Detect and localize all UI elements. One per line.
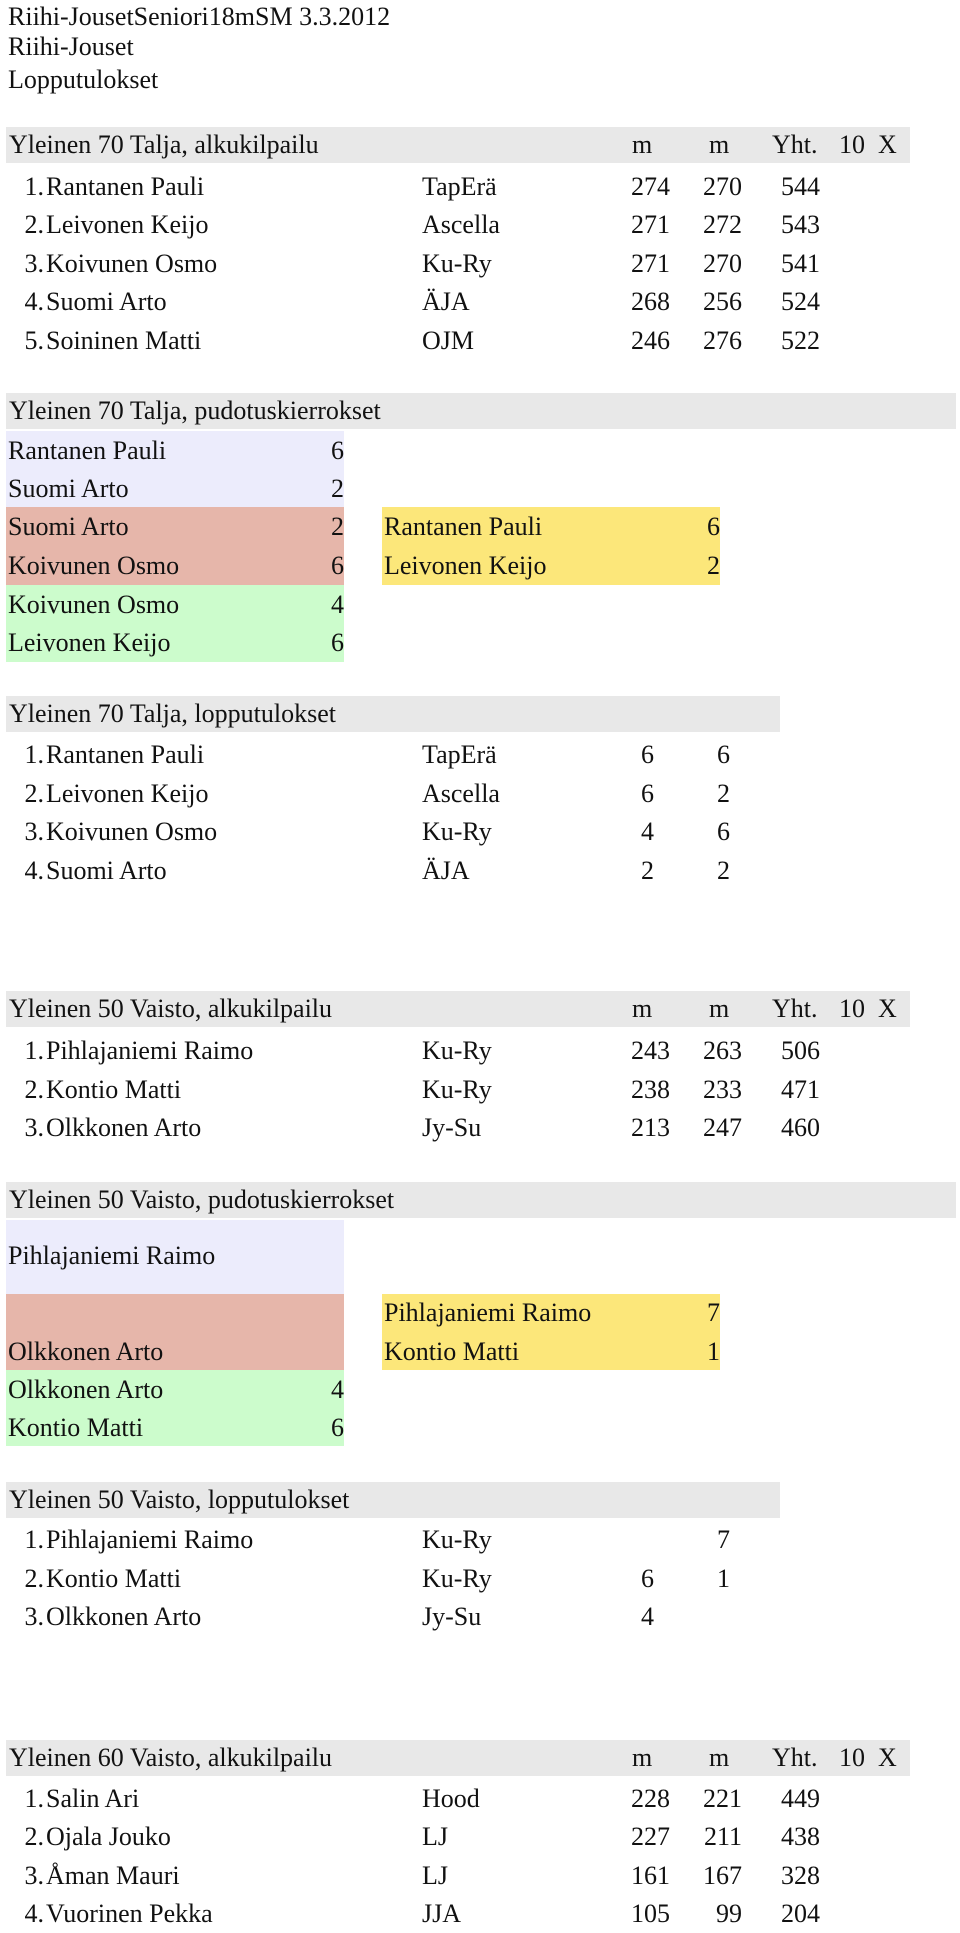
club-cell: Hood xyxy=(422,1784,480,1813)
section-header-vaisto50-elim xyxy=(6,1182,956,1218)
club-cell: LJ xyxy=(422,1822,448,1852)
rank-cell: 1. xyxy=(24,1784,44,1813)
table-row xyxy=(0,1895,960,1933)
athlete-name: Suomi Arto xyxy=(8,512,129,541)
final-score-cell: 2 xyxy=(717,855,730,885)
section-title: Yleinen 70 Talja, lopputulokset xyxy=(9,699,336,728)
match-score: 6 xyxy=(707,512,720,541)
table-row xyxy=(0,168,960,206)
club-cell: Ascella xyxy=(422,778,500,808)
section-header-vaisto60-qual xyxy=(6,1740,910,1776)
club-cell: LJ xyxy=(422,1860,448,1890)
round2-cell: 99 xyxy=(716,1899,742,1929)
rank-cell: 2. xyxy=(24,1822,44,1852)
semi-score-cell: 4 xyxy=(641,1602,654,1631)
athlete-name: Leivonen Keijo xyxy=(8,628,171,657)
round2-cell: 211 xyxy=(703,1822,742,1852)
col-m2: m xyxy=(709,994,730,1023)
round2-cell: 276 xyxy=(703,325,742,355)
table-row xyxy=(0,1598,960,1636)
athlete-name: Kontio Matti xyxy=(384,1337,520,1366)
col-total: Yht. xyxy=(772,994,818,1023)
round2-cell: 256 xyxy=(703,287,742,317)
total-cell: 522 xyxy=(781,325,820,355)
round2-cell: 272 xyxy=(703,210,742,240)
rank-cell: 3. xyxy=(24,817,44,846)
rank-cell: 2. xyxy=(24,1563,44,1593)
col-x: X xyxy=(878,130,897,159)
table-row xyxy=(0,1032,960,1070)
bracket-entry xyxy=(0,1237,960,1275)
round2-cell: 270 xyxy=(703,248,742,278)
semi-score-cell: 6 xyxy=(641,778,654,808)
round1-cell: 161 xyxy=(631,1860,670,1890)
total-cell: 438 xyxy=(781,1822,820,1852)
rank-cell: 2. xyxy=(24,778,44,808)
final-score-cell: 2 xyxy=(717,778,730,808)
rank-cell: 5. xyxy=(24,325,44,355)
club-cell: OJM xyxy=(422,325,475,355)
col-m1: m xyxy=(632,1743,653,1772)
semi-score-cell: 2 xyxy=(641,855,654,885)
round2-cell: 221 xyxy=(703,1784,742,1813)
table-row xyxy=(0,1521,960,1559)
bracket-entry xyxy=(0,1333,960,1371)
name-cell: Kontio Matti xyxy=(46,1074,182,1104)
round2-cell: 167 xyxy=(703,1860,742,1890)
match-score: 2 xyxy=(331,512,344,541)
name-cell: Koivunen Osmo xyxy=(46,817,218,846)
club-cell: Ku-Ry xyxy=(422,1525,492,1554)
section-header-talja70-final xyxy=(6,696,780,732)
club-cell: TapErä xyxy=(422,740,497,769)
col-x: X xyxy=(878,994,897,1023)
name-cell: Vuorinen Pekka xyxy=(46,1899,213,1929)
results-heading: Lopputulokset xyxy=(8,65,159,94)
table-row xyxy=(0,852,960,890)
total-cell: 328 xyxy=(781,1860,820,1890)
final-score-cell: 6 xyxy=(717,817,730,846)
table-row xyxy=(0,283,960,321)
athlete-name: Olkkonen Arto xyxy=(8,1375,164,1404)
col-tens: 10 xyxy=(839,130,865,159)
club-cell: Jy-Su xyxy=(422,1602,482,1631)
match-score: 6 xyxy=(331,1413,344,1442)
col-tens: 10 xyxy=(839,1743,865,1772)
section-title: Yleinen 50 Vaisto, alkukilpailu xyxy=(9,994,333,1023)
name-cell: Leivonen Keijo xyxy=(46,778,209,808)
match-score: 6 xyxy=(331,628,344,657)
rank-cell: 2. xyxy=(24,1074,44,1104)
round2-cell: 233 xyxy=(703,1074,742,1104)
club-cell: TapErä xyxy=(422,172,497,201)
col-total: Yht. xyxy=(772,1743,818,1772)
rank-cell: 1. xyxy=(24,1036,44,1065)
athlete-name: Koivunen Osmo xyxy=(8,590,180,619)
final-score-cell: 6 xyxy=(717,740,730,769)
name-cell: Pihlajaniemi Raimo xyxy=(46,1036,254,1065)
round1-cell: 274 xyxy=(631,172,670,201)
rank-cell: 2. xyxy=(24,210,44,240)
name-cell: Suomi Arto xyxy=(46,855,167,885)
section-title: Yleinen 60 Vaisto, alkukilpailu xyxy=(9,1743,333,1772)
match-score: 7 xyxy=(707,1298,720,1327)
total-cell: 506 xyxy=(781,1036,820,1065)
table-row xyxy=(0,1818,960,1856)
round1-cell: 238 xyxy=(631,1074,670,1104)
col-m2: m xyxy=(709,1743,730,1772)
semi-score-cell: 6 xyxy=(641,740,654,769)
rank-cell: 1. xyxy=(24,172,44,201)
section-header-vaisto50-final xyxy=(6,1482,780,1518)
match-score: 1 xyxy=(707,1337,720,1366)
rank-cell: 3. xyxy=(24,1860,44,1890)
total-cell: 449 xyxy=(781,1784,820,1813)
bracket-entry xyxy=(0,470,960,508)
section-title: Yleinen 50 Vaisto, pudotuskierrokset xyxy=(9,1185,395,1214)
rank-cell: 4. xyxy=(24,855,44,885)
col-total: Yht. xyxy=(772,130,818,159)
rank-cell: 1. xyxy=(24,1525,44,1554)
name-cell: Rantanen Pauli xyxy=(46,172,205,201)
bracket-entry xyxy=(0,1371,960,1409)
col-m2: m xyxy=(709,130,730,159)
section-header-vaisto50-qual xyxy=(6,991,910,1027)
total-cell: 544 xyxy=(781,172,820,201)
athlete-name: Pihlajaniemi Raimo xyxy=(8,1241,216,1270)
total-cell: 460 xyxy=(781,1113,820,1142)
table-row xyxy=(0,1071,960,1109)
club-cell: JJA xyxy=(422,1899,462,1929)
rank-cell: 3. xyxy=(24,1602,44,1631)
match-score: 2 xyxy=(707,551,720,580)
table-row xyxy=(0,322,960,360)
table-row xyxy=(0,775,960,813)
document-title: Riihi-JousetSeniori18mSM 3.3.2012 xyxy=(8,2,391,31)
table-row xyxy=(0,736,960,774)
rank-cell: 3. xyxy=(24,248,44,278)
table-row xyxy=(0,1780,960,1818)
name-cell: Suomi Arto xyxy=(46,287,167,317)
final-score-cell: 7 xyxy=(717,1525,730,1554)
organizer: Riihi-Jouset xyxy=(8,32,134,61)
section-header-talja70-elim xyxy=(6,393,956,429)
round2-cell: 263 xyxy=(703,1036,742,1065)
athlete-name: Pihlajaniemi Raimo xyxy=(384,1298,592,1327)
match-score: 6 xyxy=(331,436,344,465)
name-cell: Ojala Jouko xyxy=(46,1822,171,1852)
bracket-entry xyxy=(0,624,960,662)
club-cell: Ku-Ry xyxy=(422,1563,492,1593)
club-cell: Ku-Ry xyxy=(422,817,492,846)
match-score: 2 xyxy=(331,474,344,503)
table-row xyxy=(0,1560,960,1598)
table-row xyxy=(0,1109,960,1147)
match-score: 4 xyxy=(331,590,344,619)
table-row xyxy=(0,1857,960,1895)
section-title: Yleinen 70 Talja, pudotuskierrokset xyxy=(9,396,381,425)
match-score: 4 xyxy=(331,1375,344,1404)
semi-score-cell: 4 xyxy=(641,817,654,846)
bracket-entry xyxy=(0,586,960,624)
total-cell: 471 xyxy=(781,1074,820,1104)
col-x: X xyxy=(878,1743,897,1772)
athlete-name: Kontio Matti xyxy=(8,1413,144,1442)
name-cell: Salin Ari xyxy=(46,1784,140,1813)
rank-cell: 3. xyxy=(24,1113,44,1142)
total-cell: 524 xyxy=(781,287,820,317)
round1-cell: 271 xyxy=(631,210,670,240)
athlete-name: Rantanen Pauli xyxy=(384,512,543,541)
name-cell: Olkkonen Arto xyxy=(46,1113,202,1142)
col-m1: m xyxy=(632,130,653,159)
name-cell: Soininen Matti xyxy=(46,325,202,355)
round1-cell: 246 xyxy=(631,325,670,355)
section-header-talja70-qual xyxy=(6,127,910,163)
total-cell: 543 xyxy=(781,210,820,240)
round1-cell: 228 xyxy=(631,1784,670,1813)
bracket-entry xyxy=(0,432,960,470)
name-cell: Leivonen Keijo xyxy=(46,210,209,240)
round1-cell: 271 xyxy=(631,248,670,278)
section-title: Yleinen 70 Talja, alkukilpailu xyxy=(9,130,319,159)
col-tens: 10 xyxy=(839,994,865,1023)
athlete-name: Suomi Arto xyxy=(8,474,129,503)
table-row xyxy=(0,206,960,244)
rank-cell: 4. xyxy=(24,287,44,317)
match-score: 6 xyxy=(331,551,344,580)
round1-cell: 268 xyxy=(631,287,670,317)
athlete-name: Olkkonen Arto xyxy=(8,1337,164,1366)
final-score-cell: 1 xyxy=(717,1563,730,1593)
rank-cell: 1. xyxy=(24,740,44,769)
athlete-name: Rantanen Pauli xyxy=(8,436,167,465)
name-cell: Rantanen Pauli xyxy=(46,740,205,769)
club-cell: ÄJA xyxy=(422,287,470,317)
round1-cell: 105 xyxy=(631,1899,670,1929)
name-cell: Olkkonen Arto xyxy=(46,1602,202,1631)
col-m1: m xyxy=(632,994,653,1023)
round1-cell: 213 xyxy=(631,1113,670,1142)
bracket-entry xyxy=(0,547,960,585)
club-cell: Ku-Ry xyxy=(422,1074,492,1104)
total-cell: 204 xyxy=(781,1899,820,1929)
name-cell: Åman Mauri xyxy=(46,1860,180,1890)
bracket-entry xyxy=(0,1294,960,1332)
athlete-name: Koivunen Osmo xyxy=(8,551,180,580)
club-cell: Jy-Su xyxy=(422,1113,482,1142)
club-cell: Ascella xyxy=(422,210,500,240)
semi-score-cell: 6 xyxy=(641,1563,654,1593)
rank-cell: 4. xyxy=(24,1899,44,1929)
section-title: Yleinen 50 Vaisto, lopputulokset xyxy=(9,1485,350,1514)
round2-cell: 247 xyxy=(703,1113,742,1142)
table-row xyxy=(0,813,960,851)
round1-cell: 227 xyxy=(631,1822,670,1852)
bracket-entry xyxy=(0,1409,960,1447)
club-cell: Ku-Ry xyxy=(422,1036,492,1065)
round2-cell: 270 xyxy=(703,172,742,201)
club-cell: ÄJA xyxy=(422,855,470,885)
total-cell: 541 xyxy=(781,248,820,278)
table-row xyxy=(0,245,960,283)
name-cell: Pihlajaniemi Raimo xyxy=(46,1525,254,1554)
athlete-name: Leivonen Keijo xyxy=(384,551,547,580)
bracket-entry xyxy=(0,508,960,546)
club-cell: Ku-Ry xyxy=(422,248,492,278)
name-cell: Kontio Matti xyxy=(46,1563,182,1593)
round1-cell: 243 xyxy=(631,1036,670,1065)
name-cell: Koivunen Osmo xyxy=(46,248,218,278)
